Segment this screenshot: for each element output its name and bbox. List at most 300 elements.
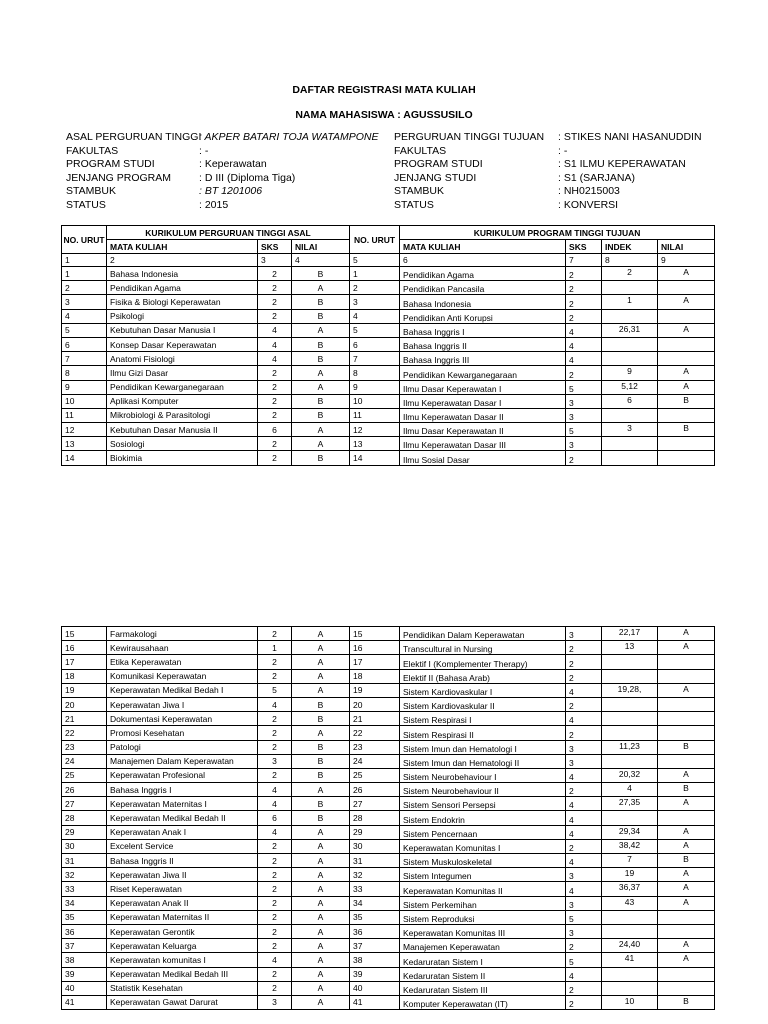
cell-no-tujuan: 9 — [350, 380, 400, 394]
table-row — [62, 797, 715, 811]
cell-sks-tujuan: 3 — [566, 740, 602, 754]
cell-indek — [602, 281, 658, 295]
info-label: PERGURUAN TINGGI TUJUAN — [394, 131, 545, 143]
cell-no-asal: 34 — [62, 896, 107, 910]
table-row — [62, 655, 715, 669]
cell-nilai-tujuan: A — [658, 953, 715, 967]
table-row — [62, 995, 715, 1009]
cell-mata-kuliah-asal: Mikrobiologi & Parasitologi — [107, 408, 258, 422]
cell-no-asal: 25 — [62, 768, 107, 782]
nilai-header-asal: NILAI — [292, 240, 350, 254]
table-part-2 — [61, 626, 715, 1010]
cell-no-tujuan: 18 — [350, 669, 400, 683]
cell-indek — [602, 655, 658, 669]
cell-no-asal: 22 — [62, 726, 107, 740]
cell-no-asal: 16 — [62, 641, 107, 655]
cell-sks-tujuan: 4 — [566, 768, 602, 782]
table-row — [62, 896, 715, 910]
cell-no-tujuan: 25 — [350, 768, 400, 782]
cell-indek: 36,37 — [602, 882, 658, 896]
cell-mata-kuliah-asal: Sosiologi — [107, 437, 258, 451]
table-row — [62, 352, 715, 366]
cell-sks-tujuan: 4 — [566, 712, 602, 726]
cell-sks-asal: 2 — [258, 380, 292, 394]
cell-mata-kuliah-tujuan: Ilmu Sosial Dasar — [400, 451, 566, 465]
student-name-line: NAMA MAHASISWA : AGUSSUSILO — [295, 109, 473, 121]
cell-no-asal: 39 — [62, 967, 107, 981]
cell-indek: 7 — [602, 854, 658, 868]
table-row — [62, 309, 715, 323]
cell-mata-kuliah-asal: Excelent Service — [107, 839, 258, 853]
cell-mata-kuliah-tujuan: Bahasa Indonesia — [400, 295, 566, 309]
info-row — [394, 185, 702, 199]
cell-sks-tujuan: 4 — [566, 967, 602, 981]
cell-indek: 19 — [602, 868, 658, 882]
cell-nilai-asal: B — [292, 811, 350, 825]
table-row — [62, 697, 715, 711]
cell-no-asal: 27 — [62, 797, 107, 811]
cell-nilai-asal: A — [292, 967, 350, 981]
cell-mata-kuliah-asal: Keperawatan Keluarga — [107, 939, 258, 953]
info-value: : STIKES NANI HASANUDDIN — [558, 131, 702, 143]
cell-sks-tujuan: 2 — [566, 783, 602, 797]
cell-mata-kuliah-tujuan: Sistem Kardiovaskular I — [400, 683, 566, 697]
cell-no-tujuan: 30 — [350, 839, 400, 853]
cell-mata-kuliah-tujuan: Kedaruratan Sistem II — [400, 967, 566, 981]
cell-sks-tujuan: 5 — [566, 380, 602, 394]
cell-mata-kuliah-tujuan: Sistem Pencernaan — [400, 825, 566, 839]
cell-sks-tujuan: 3 — [566, 924, 602, 938]
cell-mata-kuliah-asal: Kebutuhan Dasar Manusia I — [107, 323, 258, 337]
cell-nilai-asal: B — [292, 267, 350, 281]
table-row — [62, 910, 715, 924]
cell-nilai-asal: B — [292, 408, 350, 422]
cell-indek: 29,34 — [602, 825, 658, 839]
cell-no-tujuan: 22 — [350, 726, 400, 740]
cell-sks-tujuan: 3 — [566, 868, 602, 882]
cell-nilai-tujuan: B — [658, 783, 715, 797]
cell-mata-kuliah-tujuan: Sistem Imun dan Hematologi II — [400, 754, 566, 768]
cell-mata-kuliah-asal: Bahasa Inggris II — [107, 854, 258, 868]
cell-nilai-asal: A — [292, 323, 350, 337]
cell-mata-kuliah-tujuan: Komputer Keperawatan (IT) — [400, 995, 566, 1009]
cell-mata-kuliah-asal: Komunikasi Keperawatan — [107, 669, 258, 683]
cell-sks-tujuan: 4 — [566, 825, 602, 839]
cell-nilai-asal: A — [292, 839, 350, 853]
cell-indek: 24,40 — [602, 939, 658, 953]
cell-nilai-tujuan — [658, 726, 715, 740]
table-row — [62, 394, 715, 408]
table-row — [62, 451, 715, 465]
cell-no-tujuan: 29 — [350, 825, 400, 839]
cell-mata-kuliah-tujuan: Sistem Neurobehaviour II — [400, 783, 566, 797]
cell-sks-asal: 2 — [258, 726, 292, 740]
cell-sks-tujuan: 3 — [566, 896, 602, 910]
cell-no-tujuan: 27 — [350, 797, 400, 811]
cell-sks-asal: 2 — [258, 281, 292, 295]
info-row — [66, 145, 379, 159]
mata-kuliah-header-asal: MATA KULIAH — [107, 240, 258, 254]
cell-no-tujuan: 40 — [350, 981, 400, 995]
cell-indek: 11,23 — [602, 740, 658, 754]
cell-no-asal: 24 — [62, 754, 107, 768]
info-value: : AKPER BATARI TOJA WATAMPONE — [199, 131, 379, 143]
info-row — [66, 172, 379, 186]
cell-no-asal: 19 — [62, 683, 107, 697]
cell-mata-kuliah-tujuan: Pendidikan Pancasila — [400, 281, 566, 295]
cell-mata-kuliah-asal: Bahasa Indonesia — [107, 267, 258, 281]
cell-indek: 13 — [602, 641, 658, 655]
table-row — [62, 408, 715, 422]
cell-nilai-asal: B — [292, 797, 350, 811]
table-row — [62, 295, 715, 309]
cell-mata-kuliah-asal: Etika Keperawatan — [107, 655, 258, 669]
table-row — [62, 267, 715, 281]
cell-sks-tujuan: 2 — [566, 995, 602, 1009]
cell-sks-tujuan: 2 — [566, 669, 602, 683]
cell-no-asal: 28 — [62, 811, 107, 825]
cell-indek: 2 — [602, 267, 658, 281]
cell-nilai-asal: A — [292, 627, 350, 641]
cell-no-asal: 8 — [62, 366, 107, 380]
table-row — [62, 726, 715, 740]
cell-nilai-asal: B — [292, 697, 350, 711]
cell-sks-tujuan: 4 — [566, 882, 602, 896]
cell-no-tujuan: 24 — [350, 754, 400, 768]
cell-sks-tujuan: 5 — [566, 423, 602, 437]
cell-sks-asal: 4 — [258, 323, 292, 337]
cell-sks-asal: 4 — [258, 797, 292, 811]
table-row — [62, 754, 715, 768]
cell-no-asal: 37 — [62, 939, 107, 953]
cell-no-asal: 2 — [62, 281, 107, 295]
cell-mata-kuliah-tujuan: Bahasa Inggris III — [400, 352, 566, 366]
cell-sks-asal: 6 — [258, 811, 292, 825]
info-value: : D III (Diploma Tiga) — [199, 171, 296, 184]
asal-curriculum-header: KURIKULUM PERGURUAN TINGGI ASAL — [107, 226, 350, 240]
cell-sks-asal: 2 — [258, 839, 292, 853]
cell-no-tujuan: 38 — [350, 953, 400, 967]
cell-mata-kuliah-tujuan: Sistem Sensori Persepsi — [400, 797, 566, 811]
table-row — [62, 967, 715, 981]
table-row — [62, 337, 715, 351]
cell-nilai-asal: A — [292, 726, 350, 740]
cell-no-asal: 15 — [62, 627, 107, 641]
cell-sks-tujuan: 4 — [566, 337, 602, 351]
cell-sks-tujuan: 3 — [566, 437, 602, 451]
cell-mata-kuliah-asal: Patologi — [107, 740, 258, 754]
info-value: : S1 ILMU KEPERAWATAN — [558, 158, 686, 170]
cell-mata-kuliah-asal: Pendidikan Agama — [107, 281, 258, 295]
info-value: : - — [558, 144, 568, 157]
cell-sks-asal: 2 — [258, 967, 292, 981]
cell-sks-asal: 2 — [258, 740, 292, 754]
cell-no-asal: 38 — [62, 953, 107, 967]
cell-sks-asal: 2 — [258, 408, 292, 422]
table-row — [62, 669, 715, 683]
cell-nilai-asal: A — [292, 437, 350, 451]
cell-no-tujuan: 14 — [350, 451, 400, 465]
cell-nilai-asal: A — [292, 366, 350, 380]
cell-sks-asal: 2 — [258, 295, 292, 309]
cell-sks-tujuan: 5 — [566, 953, 602, 967]
cell-mata-kuliah-asal: Fisika & Biologi Keperawatan — [107, 295, 258, 309]
cell-sks-asal: 2 — [258, 366, 292, 380]
cell-no-asal: 35 — [62, 910, 107, 924]
cell-sks-tujuan: 2 — [566, 939, 602, 953]
info-label: STATUS — [394, 198, 434, 211]
table-row — [62, 768, 715, 782]
cell-sks-tujuan: 2 — [566, 295, 602, 309]
table-row — [62, 981, 715, 995]
cell-nilai-asal: B — [292, 337, 350, 351]
cell-mata-kuliah-tujuan: Transcultural in Nursing — [400, 641, 566, 655]
info-label: FAKULTAS — [66, 144, 119, 157]
cell-no-tujuan: 41 — [350, 995, 400, 1009]
cell-nilai-asal: A — [292, 981, 350, 995]
cell-mata-kuliah-tujuan: Sistem Integumen — [400, 868, 566, 882]
cell-sks-asal: 2 — [258, 868, 292, 882]
cell-nilai-asal: B — [292, 768, 350, 782]
cell-no-asal: 12 — [62, 423, 107, 437]
cell-nilai-tujuan: B — [658, 740, 715, 754]
cell-no-tujuan: 28 — [350, 811, 400, 825]
cell-mata-kuliah-tujuan: Ilmu Keperawatan Dasar I — [400, 394, 566, 408]
cell-nilai-tujuan: A — [658, 896, 715, 910]
cell-indek: 22,17 — [602, 627, 658, 641]
cell-no-tujuan: 7 — [350, 352, 400, 366]
cell-sks-tujuan: 2 — [566, 267, 602, 281]
cell-mata-kuliah-tujuan: Sistem Perkemihan — [400, 896, 566, 910]
cell-sks-asal: 2 — [258, 768, 292, 782]
cell-nilai-asal: A — [292, 380, 350, 394]
cell-sks-tujuan: 2 — [566, 839, 602, 853]
cell-sks-tujuan: 2 — [566, 366, 602, 380]
cell-indek — [602, 712, 658, 726]
cell-no-asal: 13 — [62, 437, 107, 451]
info-value: : Keperawatan — [199, 158, 267, 170]
mata-kuliah-header-tujuan: MATA KULIAH — [400, 240, 566, 254]
cell-nilai-tujuan: A — [658, 683, 715, 697]
cell-mata-kuliah-asal: Statistik Kesehatan — [107, 981, 258, 995]
cell-mata-kuliah-asal: Kebutuhan Dasar Manusia II — [107, 423, 258, 437]
cell-indek: 43 — [602, 896, 658, 910]
cell-mata-kuliah-tujuan: Ilmu Dasar Keperawatan II — [400, 423, 566, 437]
cell-indek: 10 — [602, 995, 658, 1009]
cell-nilai-asal: A — [292, 924, 350, 938]
cell-nilai-tujuan: A — [658, 868, 715, 882]
info-row — [66, 158, 379, 172]
cell-nilai-tujuan — [658, 309, 715, 323]
cell-sks-asal: 2 — [258, 882, 292, 896]
cell-mata-kuliah-tujuan: Ilmu Dasar Keperawatan I — [400, 380, 566, 394]
cell-no-asal: 32 — [62, 868, 107, 882]
cell-nilai-asal: B — [292, 712, 350, 726]
cell-nilai-asal: A — [292, 825, 350, 839]
cell-mata-kuliah-tujuan: Keperawatan Komunitas I — [400, 839, 566, 853]
cell-no-tujuan: 34 — [350, 896, 400, 910]
cell-nilai-tujuan — [658, 281, 715, 295]
cell-no-asal: 30 — [62, 839, 107, 853]
column-number: 5 — [350, 254, 400, 267]
cell-nilai-tujuan — [658, 451, 715, 465]
cell-nilai-tujuan: A — [658, 641, 715, 655]
cell-sks-asal: 4 — [258, 783, 292, 797]
cell-no-asal: 20 — [62, 697, 107, 711]
cell-no-tujuan: 1 — [350, 267, 400, 281]
cell-sks-asal: 4 — [258, 352, 292, 366]
cell-sks-tujuan: 4 — [566, 683, 602, 697]
cell-mata-kuliah-tujuan: Kedaruratan Sistem I — [400, 953, 566, 967]
cell-no-tujuan: 37 — [350, 939, 400, 953]
cell-no-asal: 36 — [62, 924, 107, 938]
cell-no-asal: 26 — [62, 783, 107, 797]
table-row — [62, 712, 715, 726]
cell-sks-tujuan: 2 — [566, 655, 602, 669]
cell-indek — [602, 309, 658, 323]
cell-no-tujuan: 19 — [350, 683, 400, 697]
info-value: : S1 (SARJANA) — [558, 171, 636, 184]
cell-nilai-tujuan — [658, 437, 715, 451]
cell-nilai-tujuan: B — [658, 423, 715, 437]
cell-mata-kuliah-tujuan: Pendidikan Anti Korupsi — [400, 309, 566, 323]
cell-sks-asal: 2 — [258, 267, 292, 281]
cell-no-tujuan: 12 — [350, 423, 400, 437]
cell-sks-asal: 4 — [258, 953, 292, 967]
cell-no-tujuan: 35 — [350, 910, 400, 924]
info-label: STATUS — [66, 198, 106, 211]
table-part-1 — [61, 225, 715, 466]
cell-mata-kuliah-tujuan: Bahasa Inggris II — [400, 337, 566, 351]
cell-no-asal: 33 — [62, 882, 107, 896]
cell-nilai-asal: B — [292, 740, 350, 754]
info-label: STAMBUK — [394, 185, 444, 197]
nilai-header-tujuan: NILAI — [658, 240, 715, 254]
info-row — [66, 185, 379, 199]
cell-mata-kuliah-asal: Riset Keperawatan — [107, 882, 258, 896]
cell-mata-kuliah-tujuan: Ilmu Keperawatan Dasar III — [400, 437, 566, 451]
cell-mata-kuliah-asal: Psikologi — [107, 309, 258, 323]
cell-nilai-asal: A — [292, 953, 350, 967]
column-number: 8 — [602, 254, 658, 267]
cell-indek: 19,28, — [602, 683, 658, 697]
table-row — [62, 868, 715, 882]
cell-no-tujuan: 11 — [350, 408, 400, 422]
cell-sks-asal: 5 — [258, 683, 292, 697]
cell-mata-kuliah-tujuan: Elektif II (Bahasa Arab) — [400, 669, 566, 683]
cell-sks-asal: 2 — [258, 627, 292, 641]
cell-sks-asal: 2 — [258, 394, 292, 408]
info-row — [394, 158, 702, 172]
column-number-row — [62, 254, 715, 267]
cell-mata-kuliah-asal: Keperawatan Anak I — [107, 825, 258, 839]
column-number: 9 — [658, 254, 715, 267]
cell-no-tujuan: 16 — [350, 641, 400, 655]
info-value: : 2015 — [199, 198, 229, 211]
cell-sks-tujuan: 2 — [566, 281, 602, 295]
cell-no-tujuan: 21 — [350, 712, 400, 726]
cell-mata-kuliah-tujuan: Sistem Muskuloskeletal — [400, 854, 566, 868]
cell-no-tujuan: 6 — [350, 337, 400, 351]
cell-nilai-tujuan — [658, 754, 715, 768]
cell-nilai-tujuan: A — [658, 882, 715, 896]
cell-nilai-asal: A — [292, 669, 350, 683]
cell-indek — [602, 981, 658, 995]
cell-sks-tujuan: 3 — [566, 754, 602, 768]
cell-indek — [602, 726, 658, 740]
cell-no-tujuan: 3 — [350, 295, 400, 309]
cell-mata-kuliah-tujuan: Keperawatan Komunitas II — [400, 882, 566, 896]
info-row — [394, 172, 702, 186]
cell-indek: 26,31 — [602, 323, 658, 337]
cell-nilai-asal: A — [292, 854, 350, 868]
table-row — [62, 825, 715, 839]
cell-no-tujuan: 8 — [350, 366, 400, 380]
cell-nilai-asal: A — [292, 683, 350, 697]
cell-nilai-tujuan: B — [658, 995, 715, 1009]
cell-mata-kuliah-tujuan: Sistem Endokrin — [400, 811, 566, 825]
cell-nilai-asal: A — [292, 910, 350, 924]
table-row — [62, 740, 715, 754]
cell-nilai-tujuan — [658, 967, 715, 981]
cell-sks-tujuan: 3 — [566, 627, 602, 641]
cell-sks-asal: 2 — [258, 924, 292, 938]
cell-mata-kuliah-tujuan: Manajemen Keperawatan — [400, 939, 566, 953]
cell-nilai-asal: A — [292, 423, 350, 437]
table-row — [62, 882, 715, 896]
cell-no-tujuan: 15 — [350, 627, 400, 641]
table-row — [62, 380, 715, 394]
sks-header-asal: SKS — [258, 240, 292, 254]
info-label: JENJANG STUDI — [394, 171, 477, 184]
cell-mata-kuliah-tujuan: Elektif I (Komplementer Therapy) — [400, 655, 566, 669]
cell-mata-kuliah-asal: Farmakologi — [107, 627, 258, 641]
cell-nilai-tujuan — [658, 712, 715, 726]
cell-mata-kuliah-asal: Keperawatan Medikal Bedah III — [107, 967, 258, 981]
cell-mata-kuliah-asal: Keperawatan Medikal Bedah II — [107, 811, 258, 825]
cell-sks-asal: 6 — [258, 423, 292, 437]
cell-sks-tujuan: 4 — [566, 854, 602, 868]
cell-nilai-asal: A — [292, 882, 350, 896]
info-label: FAKULTAS — [394, 144, 447, 157]
cell-mata-kuliah-tujuan: Sistem Respirasi II — [400, 726, 566, 740]
cell-indek — [602, 451, 658, 465]
cell-sks-asal: 2 — [258, 896, 292, 910]
cell-no-tujuan: 31 — [350, 854, 400, 868]
cell-sks-tujuan: 5 — [566, 910, 602, 924]
cell-no-asal: 5 — [62, 323, 107, 337]
info-value: : - — [199, 144, 209, 157]
cell-mata-kuliah-asal: Dokumentasi Keperawatan — [107, 712, 258, 726]
cell-nilai-tujuan: A — [658, 797, 715, 811]
cell-mata-kuliah-asal: Pendidikan Kewarganegaraan — [107, 380, 258, 394]
cell-indek — [602, 924, 658, 938]
cell-nilai-tujuan — [658, 352, 715, 366]
cell-nilai-asal: A — [292, 896, 350, 910]
info-value: : NH0215003 — [558, 185, 620, 197]
column-number: 1 — [62, 254, 107, 267]
table-row — [62, 939, 715, 953]
cell-nilai-tujuan — [658, 697, 715, 711]
cell-nilai-asal: A — [292, 995, 350, 1009]
info-label: ASAL PERGURUAN TINGGI — [66, 131, 202, 143]
cell-nilai-tujuan: A — [658, 366, 715, 380]
cell-nilai-asal: A — [292, 868, 350, 882]
cell-mata-kuliah-tujuan: Sistem Kardiovaskular II — [400, 697, 566, 711]
cell-mata-kuliah-asal: Keperawatan Profesional — [107, 768, 258, 782]
cell-sks-tujuan: 3 — [566, 408, 602, 422]
cell-mata-kuliah-asal: Konsep Dasar Keperawatan — [107, 337, 258, 351]
